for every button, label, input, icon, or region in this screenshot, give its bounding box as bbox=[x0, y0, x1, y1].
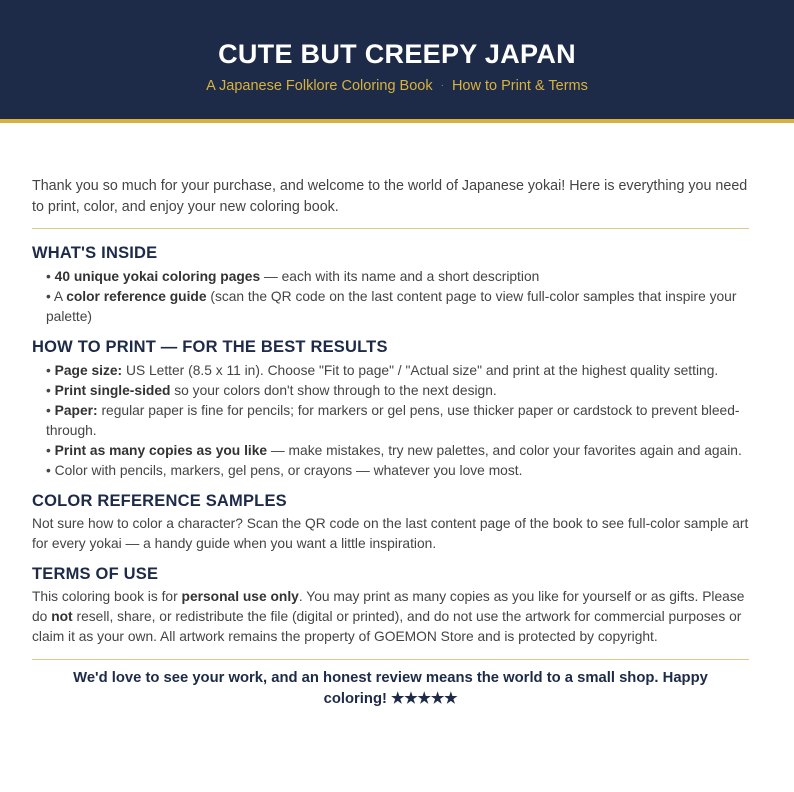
subtitle-separator: · bbox=[440, 80, 444, 91]
terms-heading: TERMS OF USE bbox=[32, 565, 159, 583]
subtitle-section-name: How to Print & Terms bbox=[451, 78, 588, 94]
list-item: • Print single-sided so your colors don't show through to the next design. bbox=[46, 383, 497, 398]
list-item: • 40 unique yokai coloring pages — each with its name and a short description bbox=[46, 269, 540, 284]
color-reference-heading: COLOR REFERENCE SAMPLES bbox=[32, 492, 287, 510]
how-to-print-list bbox=[32, 361, 749, 481]
list-item: • Color with pencils, markers, gel pens, or crayons — whatever you love most. bbox=[46, 463, 523, 478]
closing-message: We'd love to see your work, and an honest review means the world to a small shop. Happy coloring! ★★★★★ bbox=[73, 670, 708, 707]
list-item: • Page size: US Letter (8.5 x 11 in). Choose "Fit to page" / "Actual size" and print at the highest quality setting. bbox=[46, 363, 719, 378]
whats-inside-list bbox=[32, 267, 749, 327]
divider bbox=[32, 659, 749, 660]
list-item: • Print as many copies as you like — make mistakes, try new palettes, and color your favorites again and again. bbox=[46, 443, 742, 458]
list-item: • Paper: regular paper is fine for pencils; for markers or gel pens, use thicker paper or cardstock to prevent bleed-through. bbox=[46, 403, 740, 438]
list-item: • A color reference guide (scan the QR code on the last content page to view full-color samples that inspire your palette) bbox=[46, 289, 737, 324]
divider bbox=[32, 228, 749, 229]
terms-text: This coloring book is for personal use only. You may print as many copies as you like for yourself or as gifts. Please do not resell, share, or redistribute the file (digital or printed), and do not use the artwork for commercial purposes or claim it as your own. All artwork remains the property of GOEMON Store and is protected by copyright. bbox=[32, 589, 745, 644]
page-header bbox=[0, 0, 794, 123]
subtitle-book-name: A Japanese Folklore Coloring Book bbox=[206, 78, 433, 94]
intro-paragraph: Thank you so much for your purchase, and welcome to the world of Japanese yokai! Here is everything you need to print, color, and enjoy your new coloring book. bbox=[32, 178, 748, 215]
page-subtitle bbox=[0, 77, 794, 95]
color-reference-text: Not sure how to color a character? Scan the QR code on the last content page of the book to see full-color sample art for every yokai — a handy guide when you want a little inspiration. bbox=[32, 516, 749, 551]
page-title: CUTE BUT CREEPY JAPAN bbox=[218, 39, 576, 69]
page-content bbox=[0, 176, 794, 710]
how-to-print-heading: HOW TO PRINT — FOR THE BEST RESULTS bbox=[32, 338, 388, 356]
whats-inside-heading: WHAT'S INSIDE bbox=[32, 244, 158, 262]
